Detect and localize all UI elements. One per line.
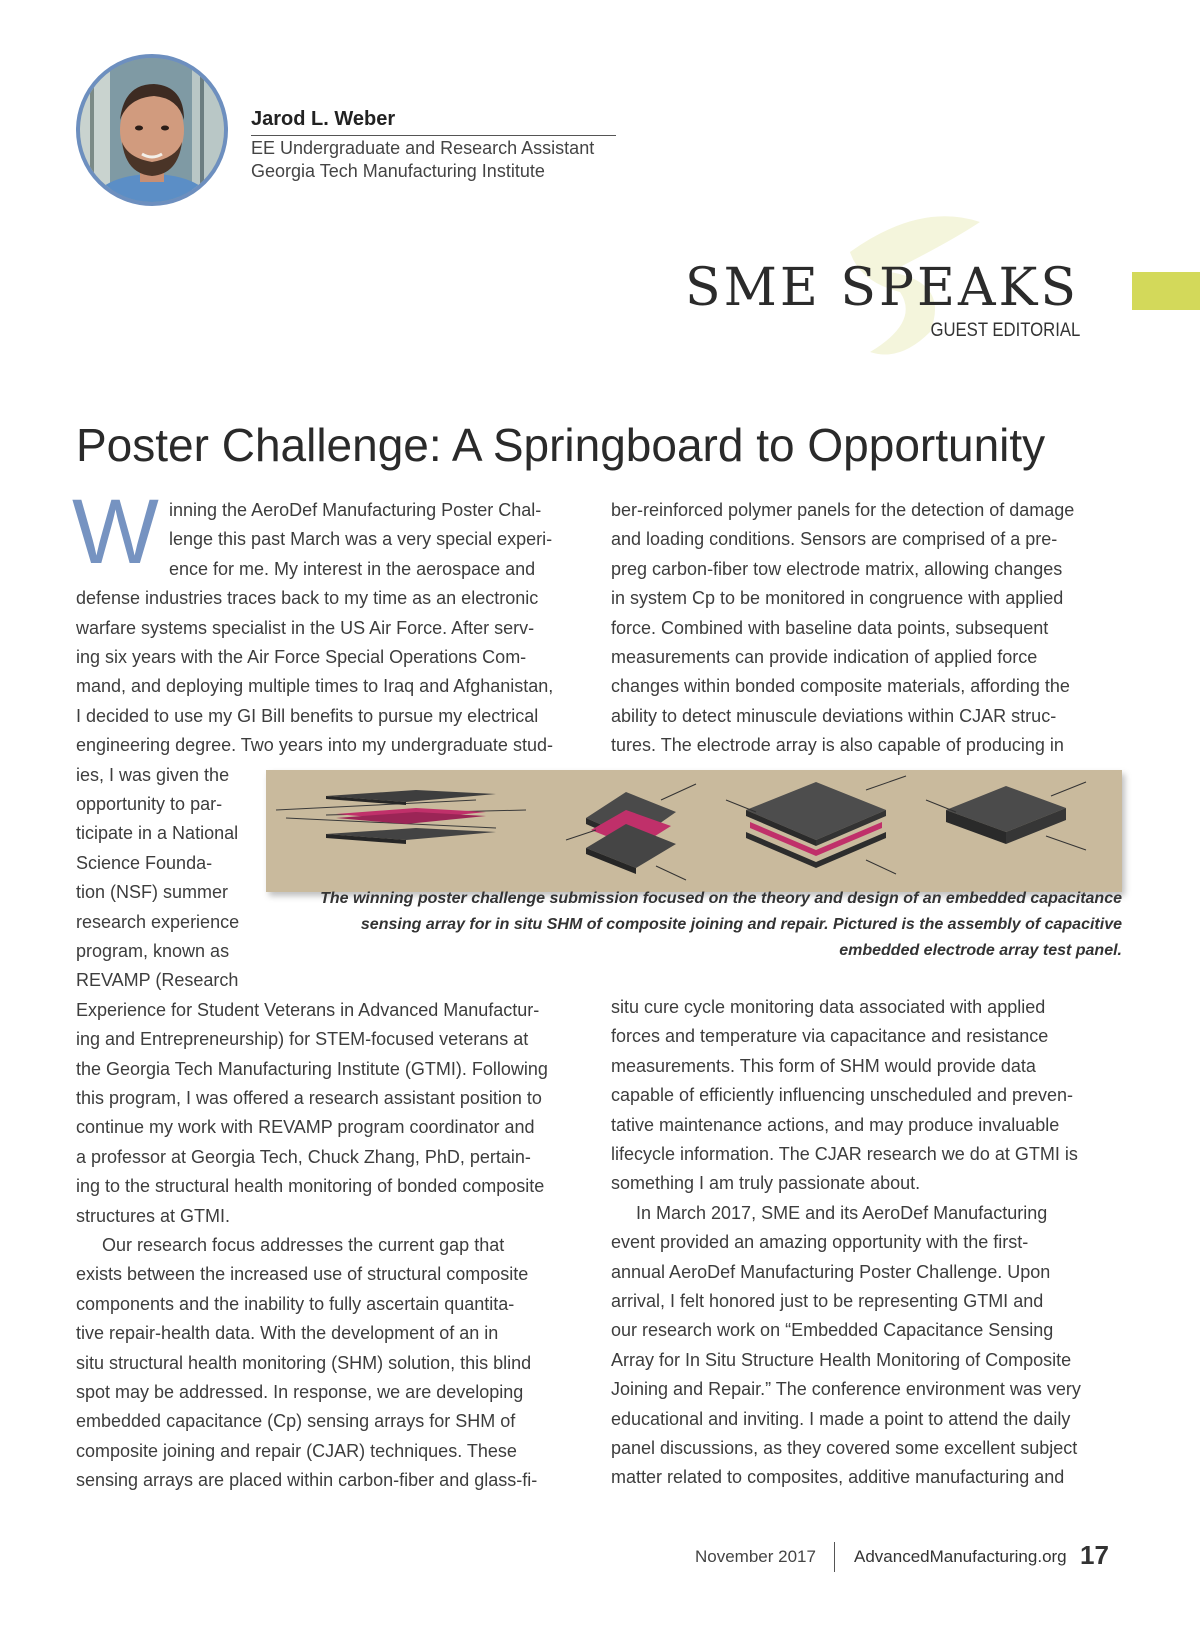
body-text-line: ence for me. My interest in the aerospace and <box>169 558 536 579</box>
body-text-line: situ structural health monitoring (SHM) solution, this blind <box>76 1352 532 1373</box>
body-text-line: lifecycle information. The CJAR research we do at GTMI is <box>611 1144 1078 1164</box>
body-text-line: ing six years with the Air Force Special Operations Com- <box>76 647 527 667</box>
body-text-line: something I am truly passionate about. <box>611 1173 921 1194</box>
body-text-line: defense industries traces back to my time as an electronic <box>76 588 539 609</box>
body-text-line: engineering degree. Two years into my undergraduate stud- <box>76 735 553 756</box>
body-text-line: tive repair-health data. With the development of an in <box>76 1323 499 1344</box>
body-text-line: research experience <box>76 911 240 932</box>
section-accent-bar <box>1132 272 1200 310</box>
body-text-line: measurements. This form of SHM would provide data <box>611 1055 1036 1076</box>
author-divider <box>251 135 616 136</box>
body-text-line: tion (NSF) summer <box>76 882 229 903</box>
body-text-line: panel discussions, as they covered some excellent subject <box>611 1438 1078 1458</box>
body-text-line: the Georgia Tech Manufacturing Institute (GTMI). Following <box>76 1058 548 1079</box>
body-text-line: arrival, I felt honored just to be representing GTMI and <box>611 1291 1044 1311</box>
body-text-line: our research work on “Embedded Capacitance Sensing <box>611 1320 1054 1341</box>
body-text-line: Joining and Repair.” The conference environment was very <box>611 1379 1081 1400</box>
body-text-line: Array for In Situ Structure Health Monitoring of Composite <box>611 1349 1072 1370</box>
footer-site: AdvancedManufacturing.org <box>854 1547 1067 1566</box>
author-title: EE Undergraduate and Research Assistant <box>251 138 595 158</box>
body-text-line: warfare systems specialist in the US Air Force. After serv- <box>76 617 535 638</box>
body-text-line: ber-reinforced polymer panels for the detection of damage <box>611 500 1075 520</box>
body-text-line: educational and inviting. I made a point to attend the daily <box>611 1408 1071 1429</box>
body-text-line: event provided an amazing opportunity with the first- <box>611 1232 1029 1253</box>
body-text-line: components and the inability to fully ascertain quantita- <box>76 1293 515 1314</box>
body-text-line: Experience for Student Veterans in Advanced Manufactur- <box>76 999 540 1020</box>
body-text-line: ticipate in a National <box>76 823 239 844</box>
body-text-line: composite joining and repair (CJAR) techniques. These <box>76 1440 517 1461</box>
body-text-line: Science Founda- <box>76 852 213 873</box>
body-text-line: forces and temperature via capacitance and resistance <box>611 1026 1049 1047</box>
body-text-line: preg carbon-fiber tow electrode matrix, allowing changes <box>611 558 1063 579</box>
body-text-line: continue my work with REVAMP program coordinator and <box>76 1117 535 1138</box>
body-text-line: opportunity to par- <box>76 794 223 814</box>
body-text-line: tures. The electrode array is also capable of producing in <box>611 735 1064 756</box>
section-title: SME SPEAKS <box>685 258 1079 318</box>
section-subtitle: GUEST EDITORIAL <box>930 320 1080 341</box>
body-text-line: exists between the increased use of structural composite <box>76 1264 529 1285</box>
body-text-line: situ cure cycle monitoring data associated with applied <box>611 997 1046 1017</box>
figure-caption-line: sensing array for in situ SHM of composite joining and repair. Pictured is the assembly of capacitive <box>360 916 1122 933</box>
figure-caption-line: embedded electrode array test panel. <box>839 942 1122 959</box>
body-text-line: this program, I was offered a research assistant position to <box>76 1088 542 1108</box>
body-text-line: mand, and deploying multiple times to Iraq and Afghanistan, <box>76 676 554 697</box>
body-text-line: spot may be addressed. In response, we are developing <box>76 1382 524 1402</box>
body-text-line: ing to the structural health monitoring of bonded composite <box>76 1176 545 1197</box>
footer-date: November 2017 <box>695 1547 816 1566</box>
body-text-line: and loading conditions. Sensors are comprised of a pre- <box>611 529 1058 550</box>
author-photo <box>76 54 228 206</box>
body-text-line: ability to detect minuscule deviations within CJAR struc- <box>611 705 1057 726</box>
author-name: Jarod L. Weber <box>251 108 396 130</box>
body-text-line: In March 2017, SME and its AeroDef Manufacturing <box>636 1202 1048 1223</box>
footer-divider <box>834 1542 835 1572</box>
body-text-line: matter related to composites, additive manufacturing and <box>611 1467 1065 1488</box>
body-text-line: in system Cp to be monitored in congruence with applied <box>611 588 1064 609</box>
body-text-line: annual AeroDef Manufacturing Poster Challenge. Upon <box>611 1261 1051 1282</box>
body-text-line: I decided to use my GI Bill benefits to pursue my electrical <box>76 705 539 726</box>
body-text-line: inning the AeroDef Manufacturing Poster Chal- <box>169 500 542 520</box>
body-text-line: force. Combined with baseline data points, subsequent <box>611 617 1049 638</box>
body-text-line: embedded capacitance (Cp) sensing arrays for SHM of <box>76 1411 516 1432</box>
body-text-line: REVAMP (Research <box>76 970 239 991</box>
body-text-line: changes within bonded composite materials, affording the <box>611 676 1070 697</box>
body-text-line: measurements can provide indication of applied force <box>611 647 1038 667</box>
figure-caption-line: The winning poster challenge submission focused on the theory and design of an embedded capacitance <box>320 890 1122 907</box>
body-text-line: program, known as <box>76 941 230 961</box>
body-text-line: structures at GTMI. <box>76 1205 231 1226</box>
body-text-line: Our research focus addresses the current gap that <box>102 1235 505 1255</box>
figure-panel-assembly <box>266 770 1122 892</box>
author-affiliation: Georgia Tech Manufacturing Institute <box>251 161 545 181</box>
body-text-line: capable of efficiently influencing unscheduled and preven- <box>611 1085 1073 1106</box>
article-headline: Poster Challenge: A Springboard to Opportunity <box>76 419 1046 471</box>
page-number: 17 <box>1080 1540 1109 1570</box>
body-text-line: tative maintenance actions, and may produce invaluable <box>611 1114 1060 1135</box>
body-text-line: ing and Entrepreneurship) for STEM-focused veterans at <box>76 1029 529 1050</box>
body-text-line: ies, I was given the <box>76 764 230 785</box>
body-text-line: a professor at Georgia Tech, Chuck Zhang, PhD, pertain- <box>76 1146 531 1167</box>
drop-cap: W <box>72 481 159 583</box>
body-text-line: sensing arrays are placed within carbon-fiber and glass-fi- <box>76 1470 538 1491</box>
body-text-line: lenge this past March was a very special experi- <box>169 529 553 550</box>
